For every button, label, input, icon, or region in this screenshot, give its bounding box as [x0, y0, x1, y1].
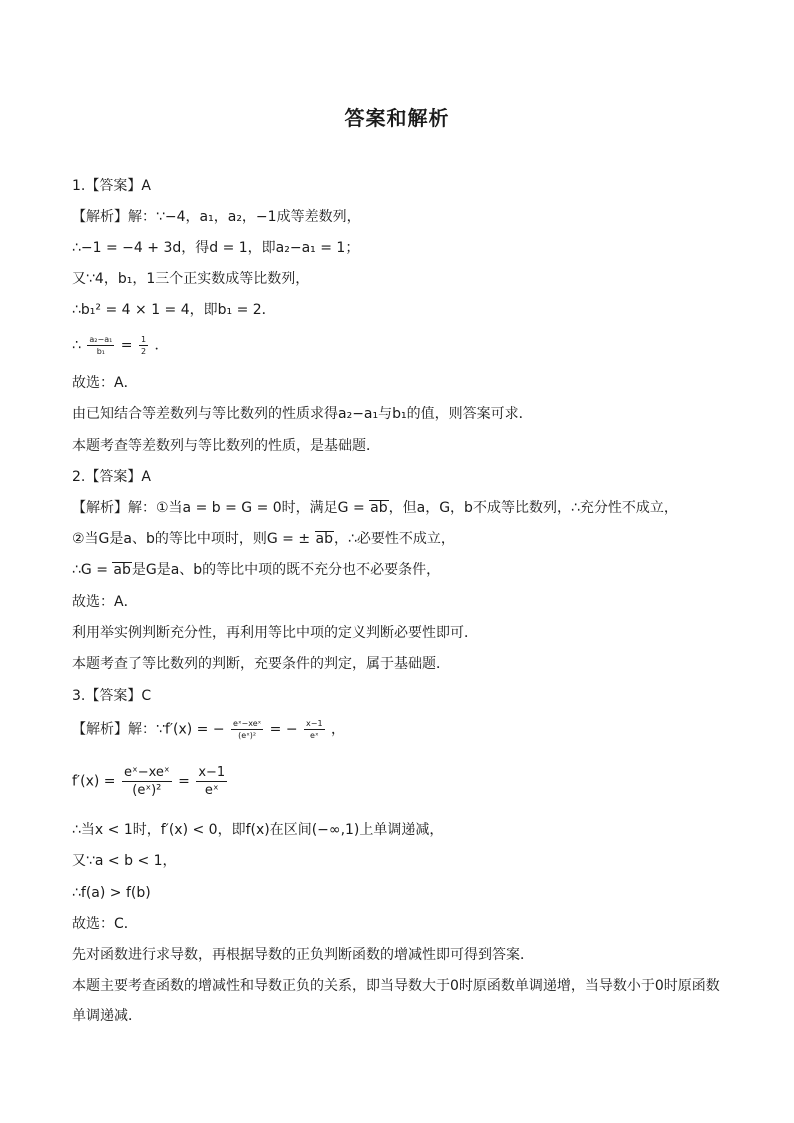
q2-analysis-line-1: [72, 498, 732, 518]
q3-l1-fraction-2: [304, 718, 325, 741]
q2-analysis-line-3: [72, 560, 732, 580]
q3-l1-equals: = −: [269, 721, 298, 738]
q3-method: 先对函数进行求导数，再根据导数的正负判断函数的增减性即可得到答案．: [72, 947, 534, 963]
q1-fraction-2-num: 1: [140, 335, 147, 344]
q1-method: 由已知结合等差数列与等比数列的性质求得a₂−a₁与b₁的值，则答案可求．: [72, 406, 533, 422]
q3-l1-fraction-1-num: eˣ−xeˣ: [233, 719, 262, 728]
q2-l3-text-a: ∴G =: [72, 562, 113, 578]
q3-l2-equals: =: [178, 773, 190, 790]
q3-analysis-line-4: 又∵a < b < 1，: [72, 853, 177, 869]
q3-l1-text-a: 【解析】解：∵f′(x) = −: [72, 721, 225, 738]
q1-summary: 本题考查等差数列与等比数列的性质，是基础题．: [72, 438, 380, 454]
q3-l2-fraction-1-den: (eˣ)²: [132, 783, 162, 798]
q2-l1-text-a: 【解析】解：①当a = b = G = 0时，满足G =: [72, 500, 370, 516]
q1-fraction-line: [72, 334, 732, 357]
q2-summary: 本题考查了等比数列的判断，充要条件的判定，属于基础题．: [72, 656, 450, 672]
q2-l3-sqrt: ab: [113, 562, 131, 578]
q1-fraction-1-num: a₂−a₁: [89, 335, 113, 344]
q1-analysis-line-2: ∴−1 = −4 + 3d，得d = 1，即a₂−a₁ = 1；: [72, 240, 360, 256]
q3-analysis-line-1: [72, 718, 732, 741]
q3-l1-fraction-1: [231, 718, 263, 741]
q3-display-formula: [72, 764, 732, 799]
q3-l1-fraction-2-den: eˣ: [310, 731, 319, 740]
q1-fraction-2-den: 2: [140, 347, 147, 356]
q3-analysis-line-3: ∴当x < 1时，f′(x) < 0，即f(x)在区间(−∞,1)上单调递减，: [72, 822, 444, 838]
q1-analysis-line-4: ∴b₁² = 4 × 1 = 4，即b₁ = 2．: [72, 302, 276, 318]
q2-l2-sqrt: ab: [315, 531, 333, 547]
q1-choice: 故选：A．: [72, 375, 138, 391]
q2-answer: 2.【答案】A: [72, 469, 151, 485]
q3-l2-fraction-1-num: eˣ−xeˣ: [123, 765, 170, 780]
q3-choice: 故选：C．: [72, 916, 138, 932]
q1-analysis-line-3: 又∵4，b₁，1三个正实数成等比数列，: [72, 271, 310, 287]
q3-l1-fraction-2-num: x−1: [306, 719, 323, 728]
q1-answer: 1.【答案】A: [72, 178, 151, 194]
q3-l2-fraction-2-num: x−1: [198, 765, 226, 780]
page-title: 答案和解析: [344, 106, 450, 130]
q3-l2-text-a: f′(x) =: [72, 773, 120, 790]
q3-analysis-line-5: ∴f(a) > f(b): [72, 885, 151, 901]
q2-choice: 故选：A．: [72, 594, 138, 610]
q3-summary: 本题主要考查函数的增减性和导数正负的关系，即当导数大于0时原函数单调递增，当导数小于0时原函数单调递减．: [72, 978, 720, 1024]
q2-l1-sqrt: ab: [370, 500, 388, 516]
q1-analysis-line-1: 【解析】解：∵−4，a₁，a₂，−1成等差数列，: [72, 209, 361, 225]
q2-method: 利用举实例判断充分性，再利用等比中项的定义判断必要性即可．: [72, 625, 478, 641]
q1-fraction-1: [87, 334, 114, 357]
q1-period: ．: [154, 337, 169, 354]
q3-answer: 3.【答案】C: [72, 688, 152, 704]
q2-l3-text-b: 是G是a、b的等比中项的既不充分也不必要条件，: [131, 562, 441, 578]
q3-l2-fraction-1: [122, 764, 172, 799]
q3-l1-text-b: ，: [331, 721, 345, 738]
q3-l2-fraction-2-den: eˣ: [204, 783, 219, 798]
q2-l2-text-a: ②当G是a、b的等比中项时，则G = ±: [72, 531, 315, 547]
q2-l1-text-b: ，但a，G，b不成等比数列，∴充分性不成立，: [388, 500, 678, 516]
q1-therefore: ∴: [72, 337, 81, 354]
q3-l1-fraction-1-den: (eˣ)²: [238, 731, 257, 740]
q3-l2-fraction-2: [196, 764, 227, 799]
q1-equals: =: [120, 337, 133, 354]
q2-l2-text-b: ，∴必要性不成立，: [334, 531, 455, 547]
q1-fraction-1-den: b₁: [96, 347, 105, 356]
q2-analysis-line-2: [72, 529, 732, 549]
q1-fraction-2: [139, 334, 148, 357]
